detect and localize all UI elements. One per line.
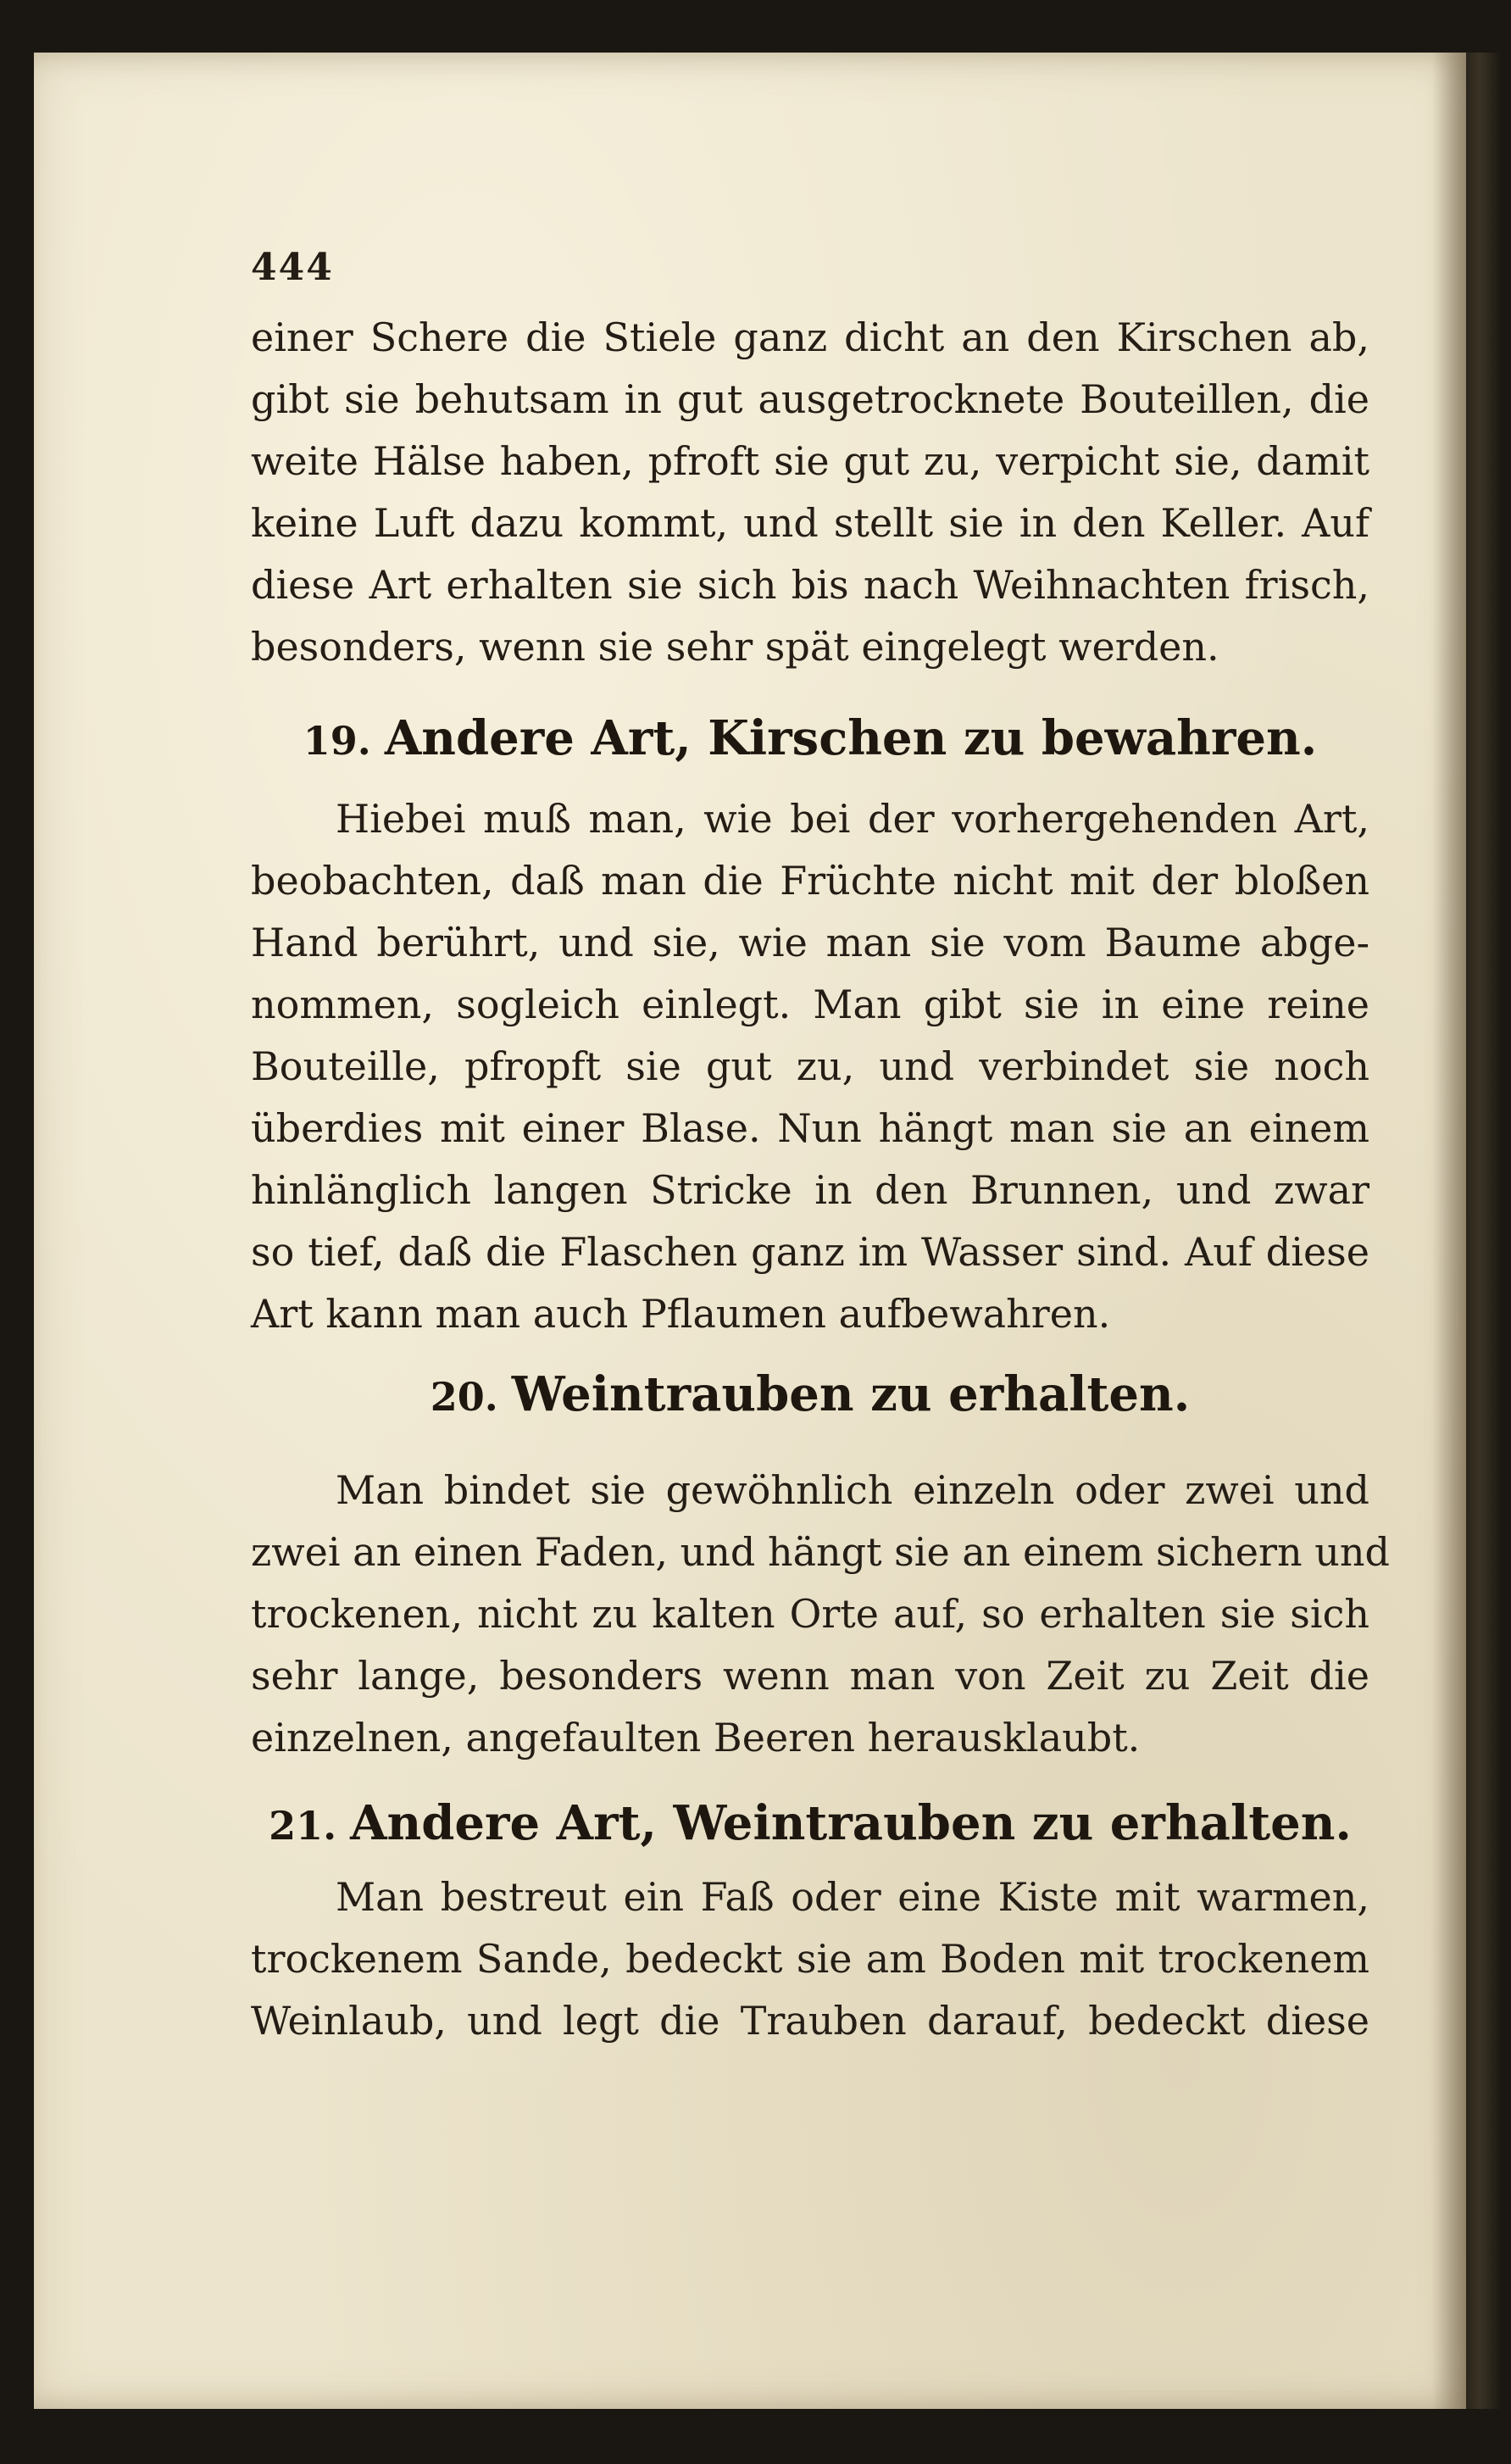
text-line: sehr lange, besonders wenn man von Zeit zu Zeit die [251, 1653, 1369, 1699]
page-gutter-shadow [1432, 53, 1466, 2409]
section-number: 21. [269, 1803, 337, 1849]
section-number: 19. [303, 718, 371, 764]
text-line: Hand berührt, und sie, wie man sie vom Baume abge- [251, 920, 1369, 965]
book-binding-edge [1466, 53, 1500, 2409]
text-line: besonders, wenn sie sehr spät eingelegt werden. [251, 624, 1219, 670]
section-title: Andere Art, Kirschen zu bewahren. [384, 710, 1318, 766]
paragraph-section-19 [251, 788, 1369, 1345]
paragraph-section-21 [251, 1866, 1369, 2052]
section-number: 20. [430, 1374, 498, 1420]
text-line: Man bindet sie gewöhnlich einzeln oder zwei und [336, 1467, 1369, 1513]
text-line: weite Hälse haben, pfroft sie gut zu, verpicht sie, damit [251, 438, 1369, 484]
section-heading-20 [251, 1366, 1369, 1422]
text-line: keine Luft dazu kommt, und stellt sie in den Keller. Auf [251, 500, 1369, 546]
text-line: zwei an einen Faden, und hängt sie an einem sichern und [251, 1529, 1390, 1575]
text-line: überdies mit einer Blase. Nun hängt man sie an einem [251, 1105, 1369, 1151]
section-title: Weintrauben zu erhalten. [511, 1366, 1191, 1422]
paragraph-section-20 [251, 1460, 1390, 1769]
section-title: Andere Art, Weintrauben zu erhalten. [350, 1795, 1352, 1851]
text-line: Art kann man auch Pflaumen aufbewahren. [251, 1291, 1111, 1337]
text-line: Hiebei muß man, wie bei der vorhergehenden Art, [336, 796, 1369, 842]
section-heading-19 [251, 710, 1369, 766]
text-line: diese Art erhalten sie sich bis nach Weihnachten frisch, [251, 562, 1369, 608]
text-line: gibt sie behutsam in gut ausgetrocknete Bouteillen, die [251, 376, 1369, 422]
text-line: einer Schere die Stiele ganz dicht an den Kirschen ab, [251, 314, 1369, 360]
text-line: einzelnen, angefaulten Beeren herausklaubt. [251, 1715, 1141, 1760]
text-line: trockenem Sande, bedeckt sie am Boden mit trockenem [251, 1936, 1369, 1982]
text-line: hinlänglich langen Stricke in den Brunnen, und zwar [251, 1167, 1369, 1213]
text-line: Weinlaub, und legt die Trauben darauf, bedeckt diese [251, 1998, 1369, 2044]
text-line: Bouteille, pfropft sie gut zu, und verbindet sie noch [251, 1043, 1369, 1089]
text-line: so tief, daß die Flaschen ganz im Wasser sind. Auf diese [251, 1229, 1369, 1275]
text-line: nommen, sogleich einlegt. Man gibt sie in eine reine [251, 982, 1369, 1027]
paragraph-continuation [251, 307, 1369, 678]
section-heading-21 [251, 1795, 1369, 1851]
text-line: beobachten, daß man die Früchte nicht mit der bloßen [251, 858, 1369, 904]
page-number: 444 [251, 246, 334, 289]
text-line: Man bestreut ein Faß oder eine Kiste mit warmen, [336, 1874, 1369, 1920]
text-line: trockenen, nicht zu kalten Orte auf, so erhalten sie sich [251, 1591, 1369, 1637]
